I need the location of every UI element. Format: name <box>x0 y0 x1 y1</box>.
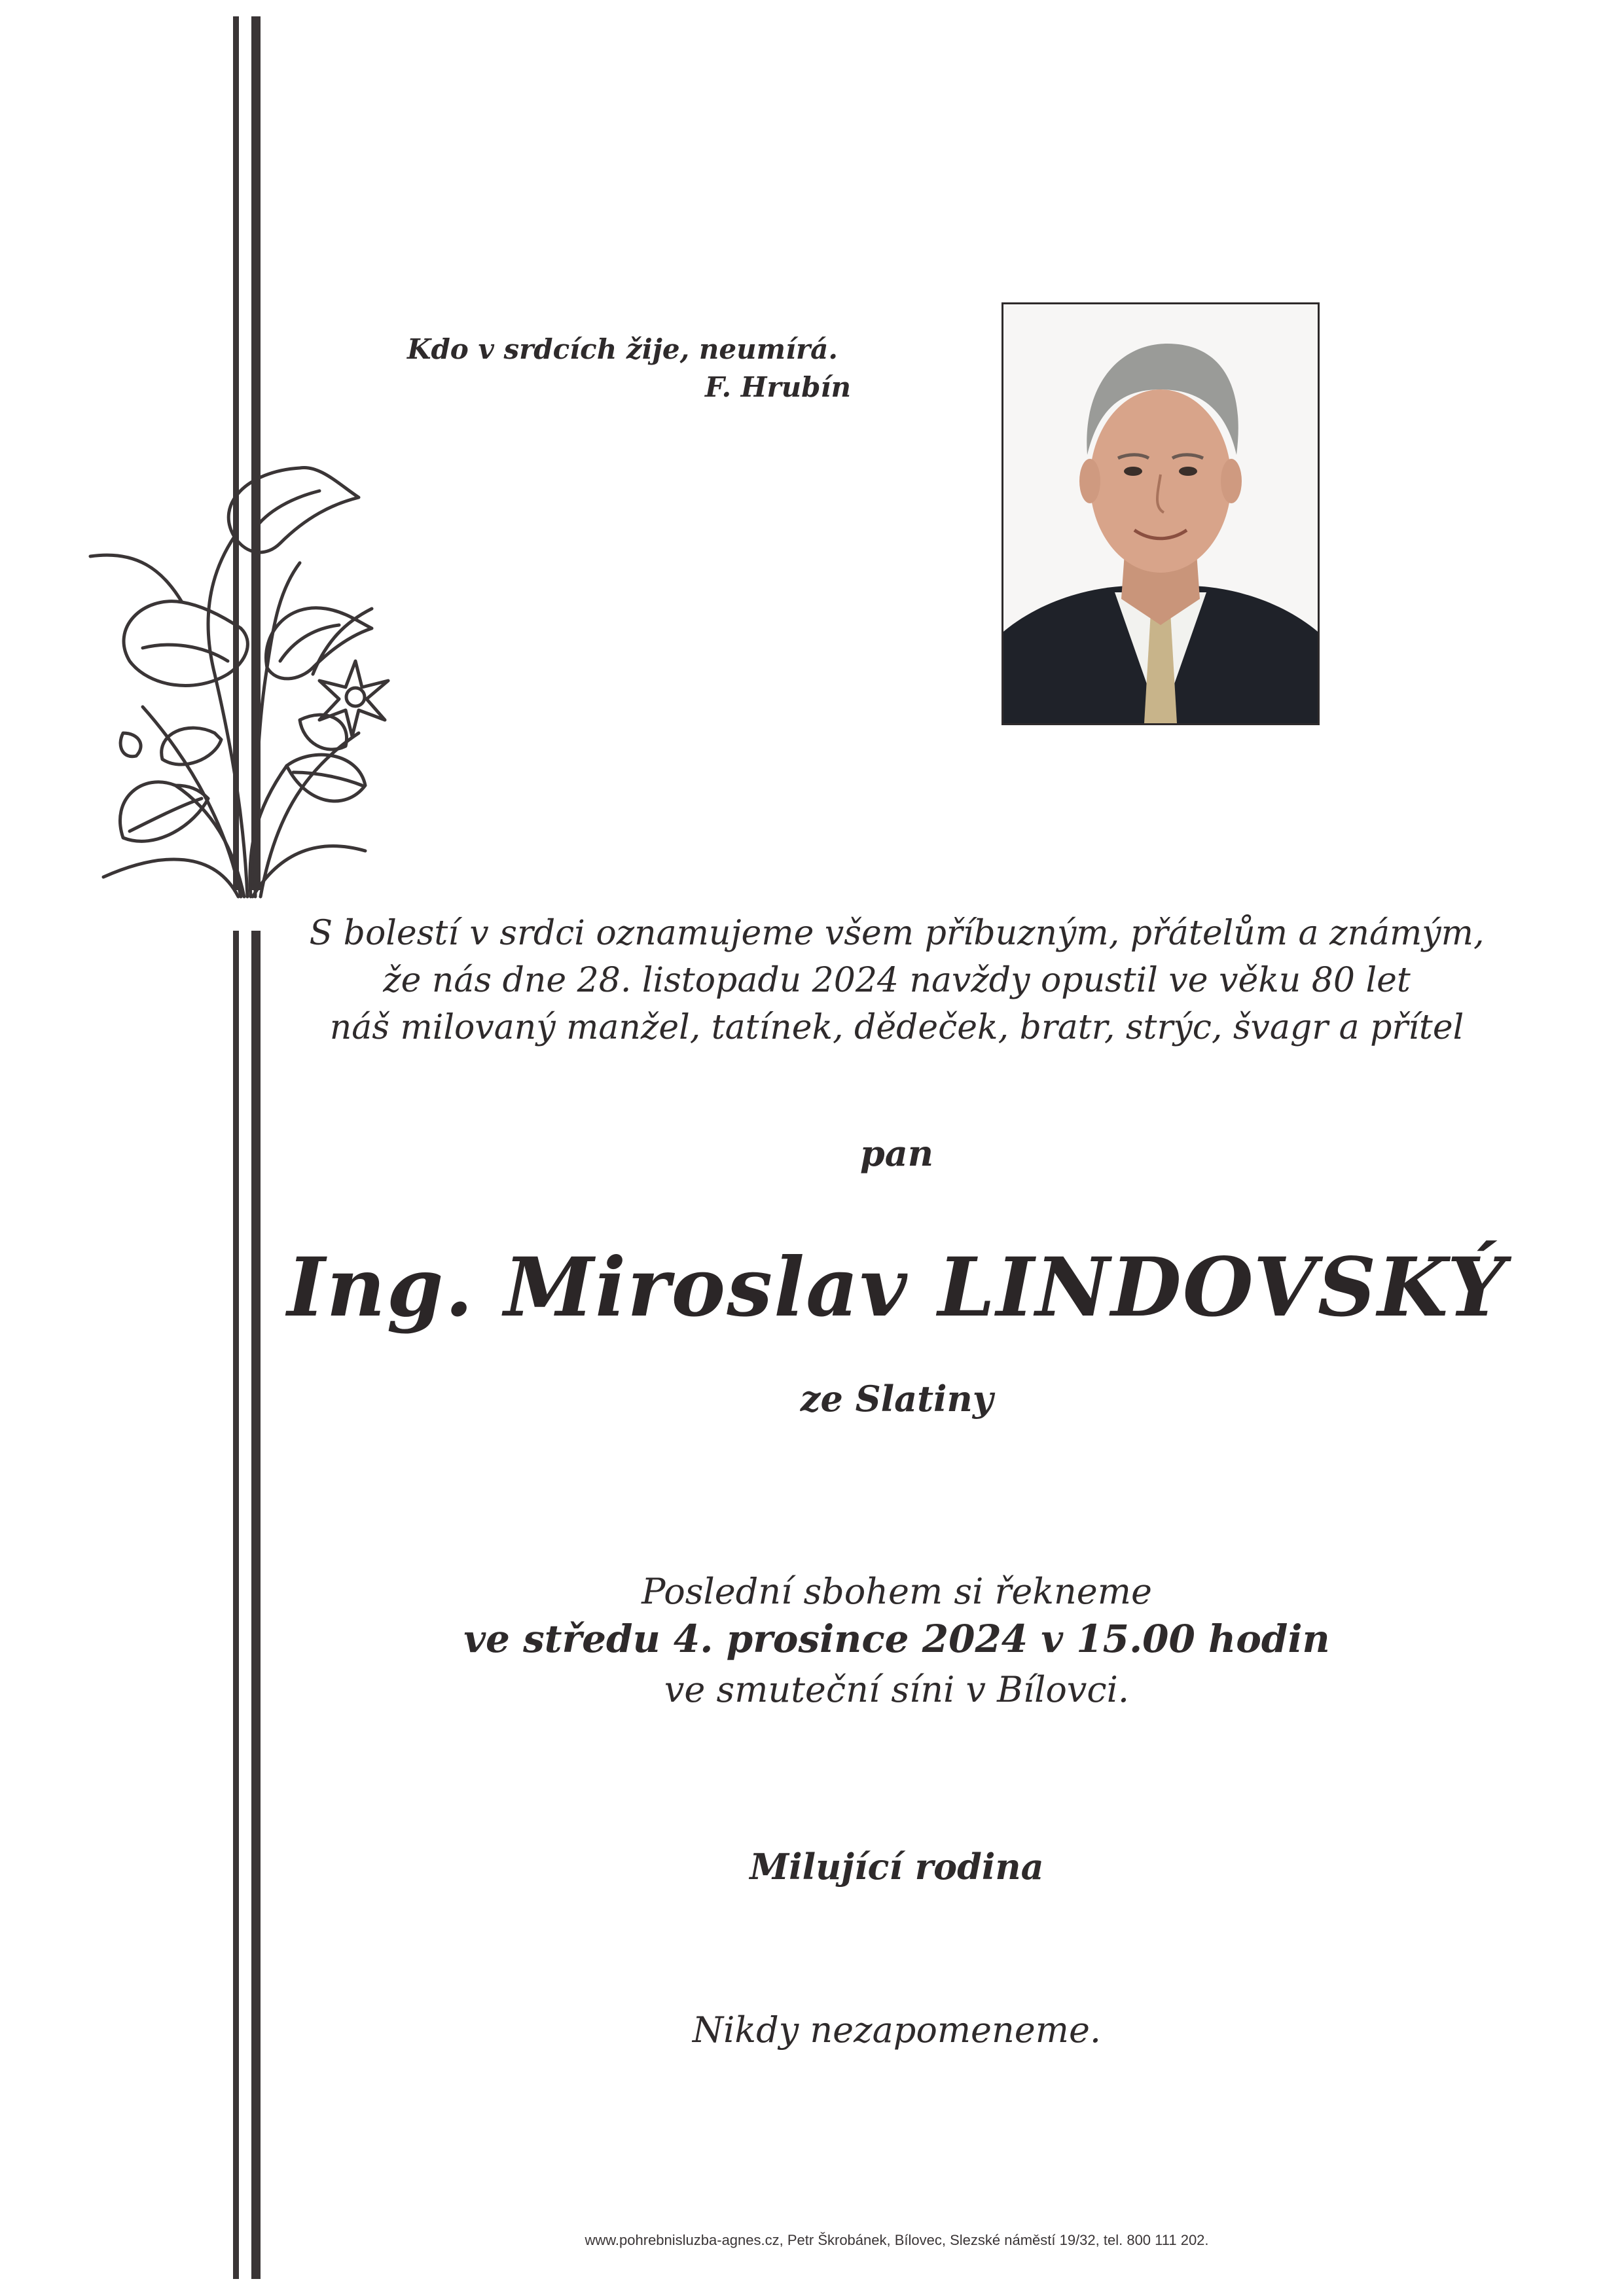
deceased-name: Ing. Miroslav LINDOVSKÝ <box>287 1240 1507 1335</box>
announcement-line: že nás dne 28. listopadu 2024 navždy opustil ve věku 80 let <box>383 961 1411 1000</box>
motto-quote: Kdo v srdcích žije, neumírá. <box>406 333 838 365</box>
announcement-line: S bolestí v srdci oznamujeme všem příbuzným, přátelům a známým, <box>309 914 1485 953</box>
vertical-rule-thin-bottom <box>233 931 239 2279</box>
calla-lily-flower-icon <box>84 458 418 903</box>
farewell-datetime: ve středu 4. prosince 2024 v 15.00 hodin <box>463 1617 1330 1661</box>
family-signature: Milující rodina <box>749 1846 1044 1888</box>
deceased-origin: ze Slatiny <box>800 1378 994 1420</box>
motto-author: F. Hrubín <box>704 371 851 403</box>
announcement-text <box>275 910 1519 1051</box>
farewell-intro: Poslední sbohem si řekneme <box>641 1571 1152 1612</box>
announcement-line: náš milovaný manžel, tatínek, dědeček, bratr, strýc, švagr a přítel <box>329 1008 1464 1047</box>
salutation: pan <box>859 1132 933 1174</box>
vertical-rule-thick-bottom <box>251 931 261 2279</box>
motto-quote-block <box>367 331 851 406</box>
footer-contact: www.pohrebnisluzba-agnes.cz, Petr Škrobánek, Bílovec, Slezské náměstí 19/32, tel. 800 111 202. <box>585 2232 1209 2248</box>
portrait-photo <box>1001 302 1320 725</box>
portrait-illustration <box>1003 304 1318 723</box>
closing-phrase: Nikdy nezapomeneme. <box>692 2009 1102 2051</box>
farewell-place: ve smuteční síni v Bílovci. <box>664 1669 1130 1710</box>
